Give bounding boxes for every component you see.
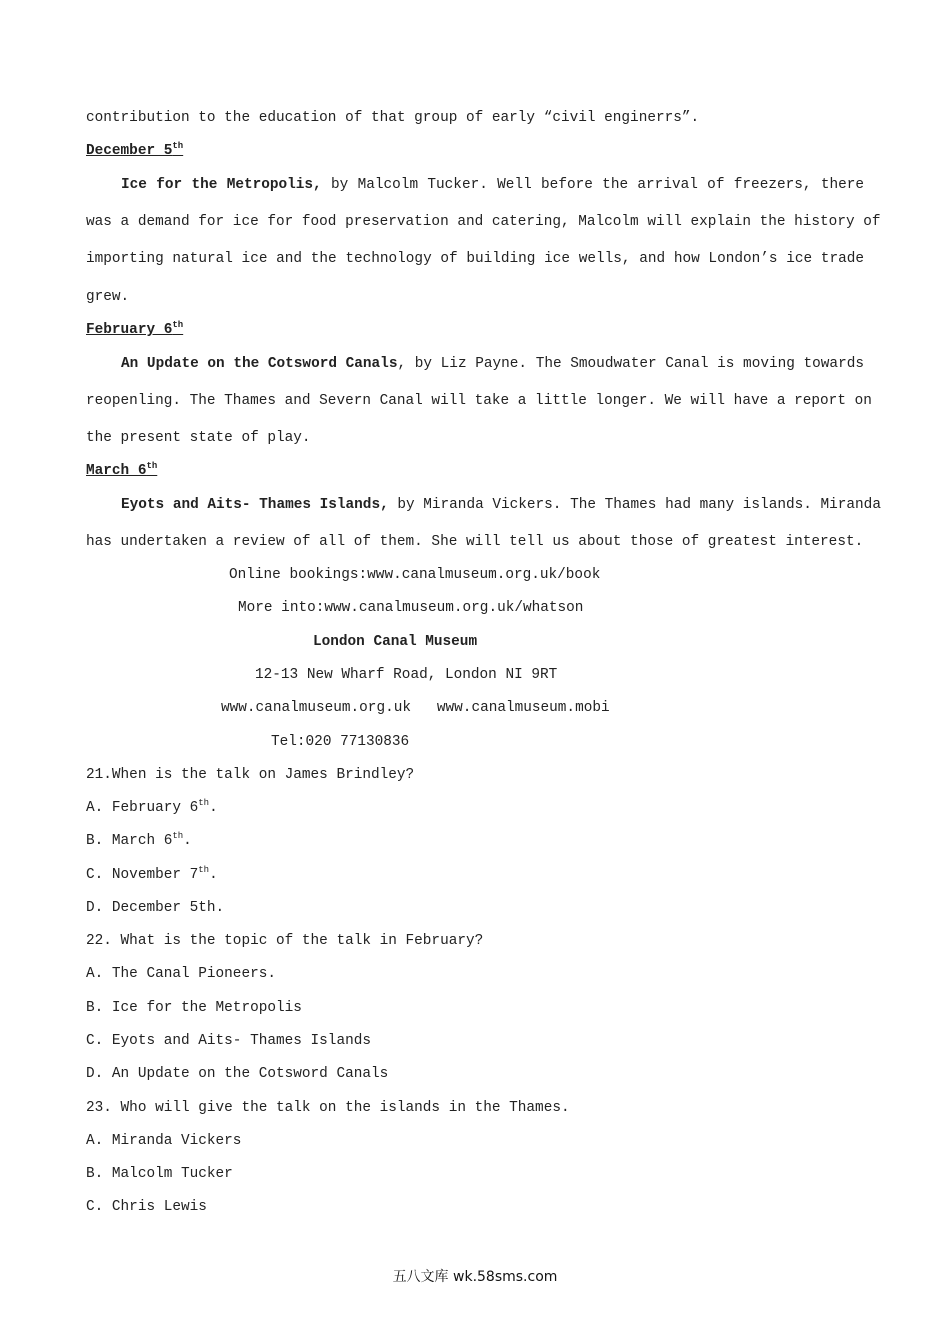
museum-address: 12-13 New Wharf Road, London NI 9RT (255, 667, 558, 683)
q23-option-a: A. Miranda Vickers (86, 1133, 242, 1149)
museum-tel: Tel:020 77130836 (271, 734, 410, 750)
event-1-line-3: importing natural ice and the technology of building ice wells, and how London’s ice trade (86, 251, 864, 267)
option-sup: th (198, 865, 210, 875)
event-1-line-2: was a demand for ice for food preservation and catering, Malcolm will explain the history of (86, 214, 881, 230)
option-sup: th (172, 831, 184, 841)
q21-option-c (86, 865, 218, 885)
q22-option-b: B. Ice for the Metropolis (86, 1000, 302, 1016)
option-text: D. December 5th. (86, 900, 225, 916)
more-info: More into:www.canalmuseum.org.uk/whatson (238, 600, 584, 616)
event-title: Ice for the Metropolis, (121, 177, 322, 193)
question-23: 23. Who will give the talk on the islands in the Thames. (86, 1100, 570, 1116)
option-text-end: . (183, 833, 192, 849)
event-2-line-1 (86, 354, 864, 374)
option-text-end: . (209, 867, 218, 883)
question-22: 22. What is the topic of the talk in February? (86, 933, 484, 949)
event-2-line-2: reopenling. The Thames and Severn Canal will take a little longer. We will have a report on (86, 393, 872, 409)
event-title: An Update on the Cotsword Canals (121, 356, 398, 372)
date-text: February 6 (86, 322, 173, 338)
intro-tail: contribution to the education of that group of early “civil enginerrs”. (86, 110, 700, 126)
date-sup: th (172, 141, 184, 151)
option-text: C. November 7 (86, 867, 199, 883)
q22-option-c: C. Eyots and Aits- Thames Islands (86, 1033, 371, 1049)
event-1-line-4: grew. (86, 289, 130, 305)
q21-option-b (86, 831, 192, 851)
event-text: by Malcolm Tucker. Well before the arrival of freezers, there (321, 177, 865, 193)
option-text: B. March 6 (86, 833, 173, 849)
page-footer: 五八文库 wk.58sms.com (392, 1269, 558, 1285)
q22-option-d: D. An Update on the Cotsword Canals (86, 1066, 389, 1082)
q23-option-b: B. Malcolm Tucker (86, 1166, 233, 1182)
date-sup: th (172, 320, 184, 330)
date-text: March 6 (86, 463, 147, 479)
event-text: , by Liz Payne. The Smoudwater Canal is moving towards (397, 356, 864, 372)
q21-option-a (86, 798, 218, 818)
event-text: by Miranda Vickers. The Thames had many islands. Miranda (388, 497, 881, 513)
event-3-line-1 (86, 495, 881, 515)
online-bookings: Online bookings:www.canalmuseum.org.uk/book (229, 567, 601, 583)
event-date-february (86, 320, 183, 340)
museum-websites: www.canalmuseum.org.uk www.canalmuseum.mobi (221, 700, 610, 716)
event-title: Eyots and Aits- Thames Islands, (121, 497, 389, 513)
option-text-end: . (209, 800, 218, 816)
date-sup: th (146, 461, 158, 471)
q22-option-a: A. The Canal Pioneers. (86, 966, 276, 982)
option-text: A. February 6 (86, 800, 199, 816)
event-1-line-1 (86, 175, 864, 195)
event-date-december (86, 141, 183, 161)
q23-option-c: C. Chris Lewis (86, 1199, 207, 1215)
event-3-line-2: has undertaken a review of all of them. She will tell us about those of greatest interest. (86, 534, 864, 550)
option-sup: th (198, 798, 210, 808)
question-21: 21.When is the talk on James Brindley? (86, 767, 415, 783)
museum-name: London Canal Museum (313, 634, 478, 650)
date-text: December 5 (86, 143, 173, 159)
event-2-line-3: the present state of play. (86, 430, 311, 446)
q21-option-d (86, 898, 224, 918)
event-date-march (86, 461, 157, 481)
